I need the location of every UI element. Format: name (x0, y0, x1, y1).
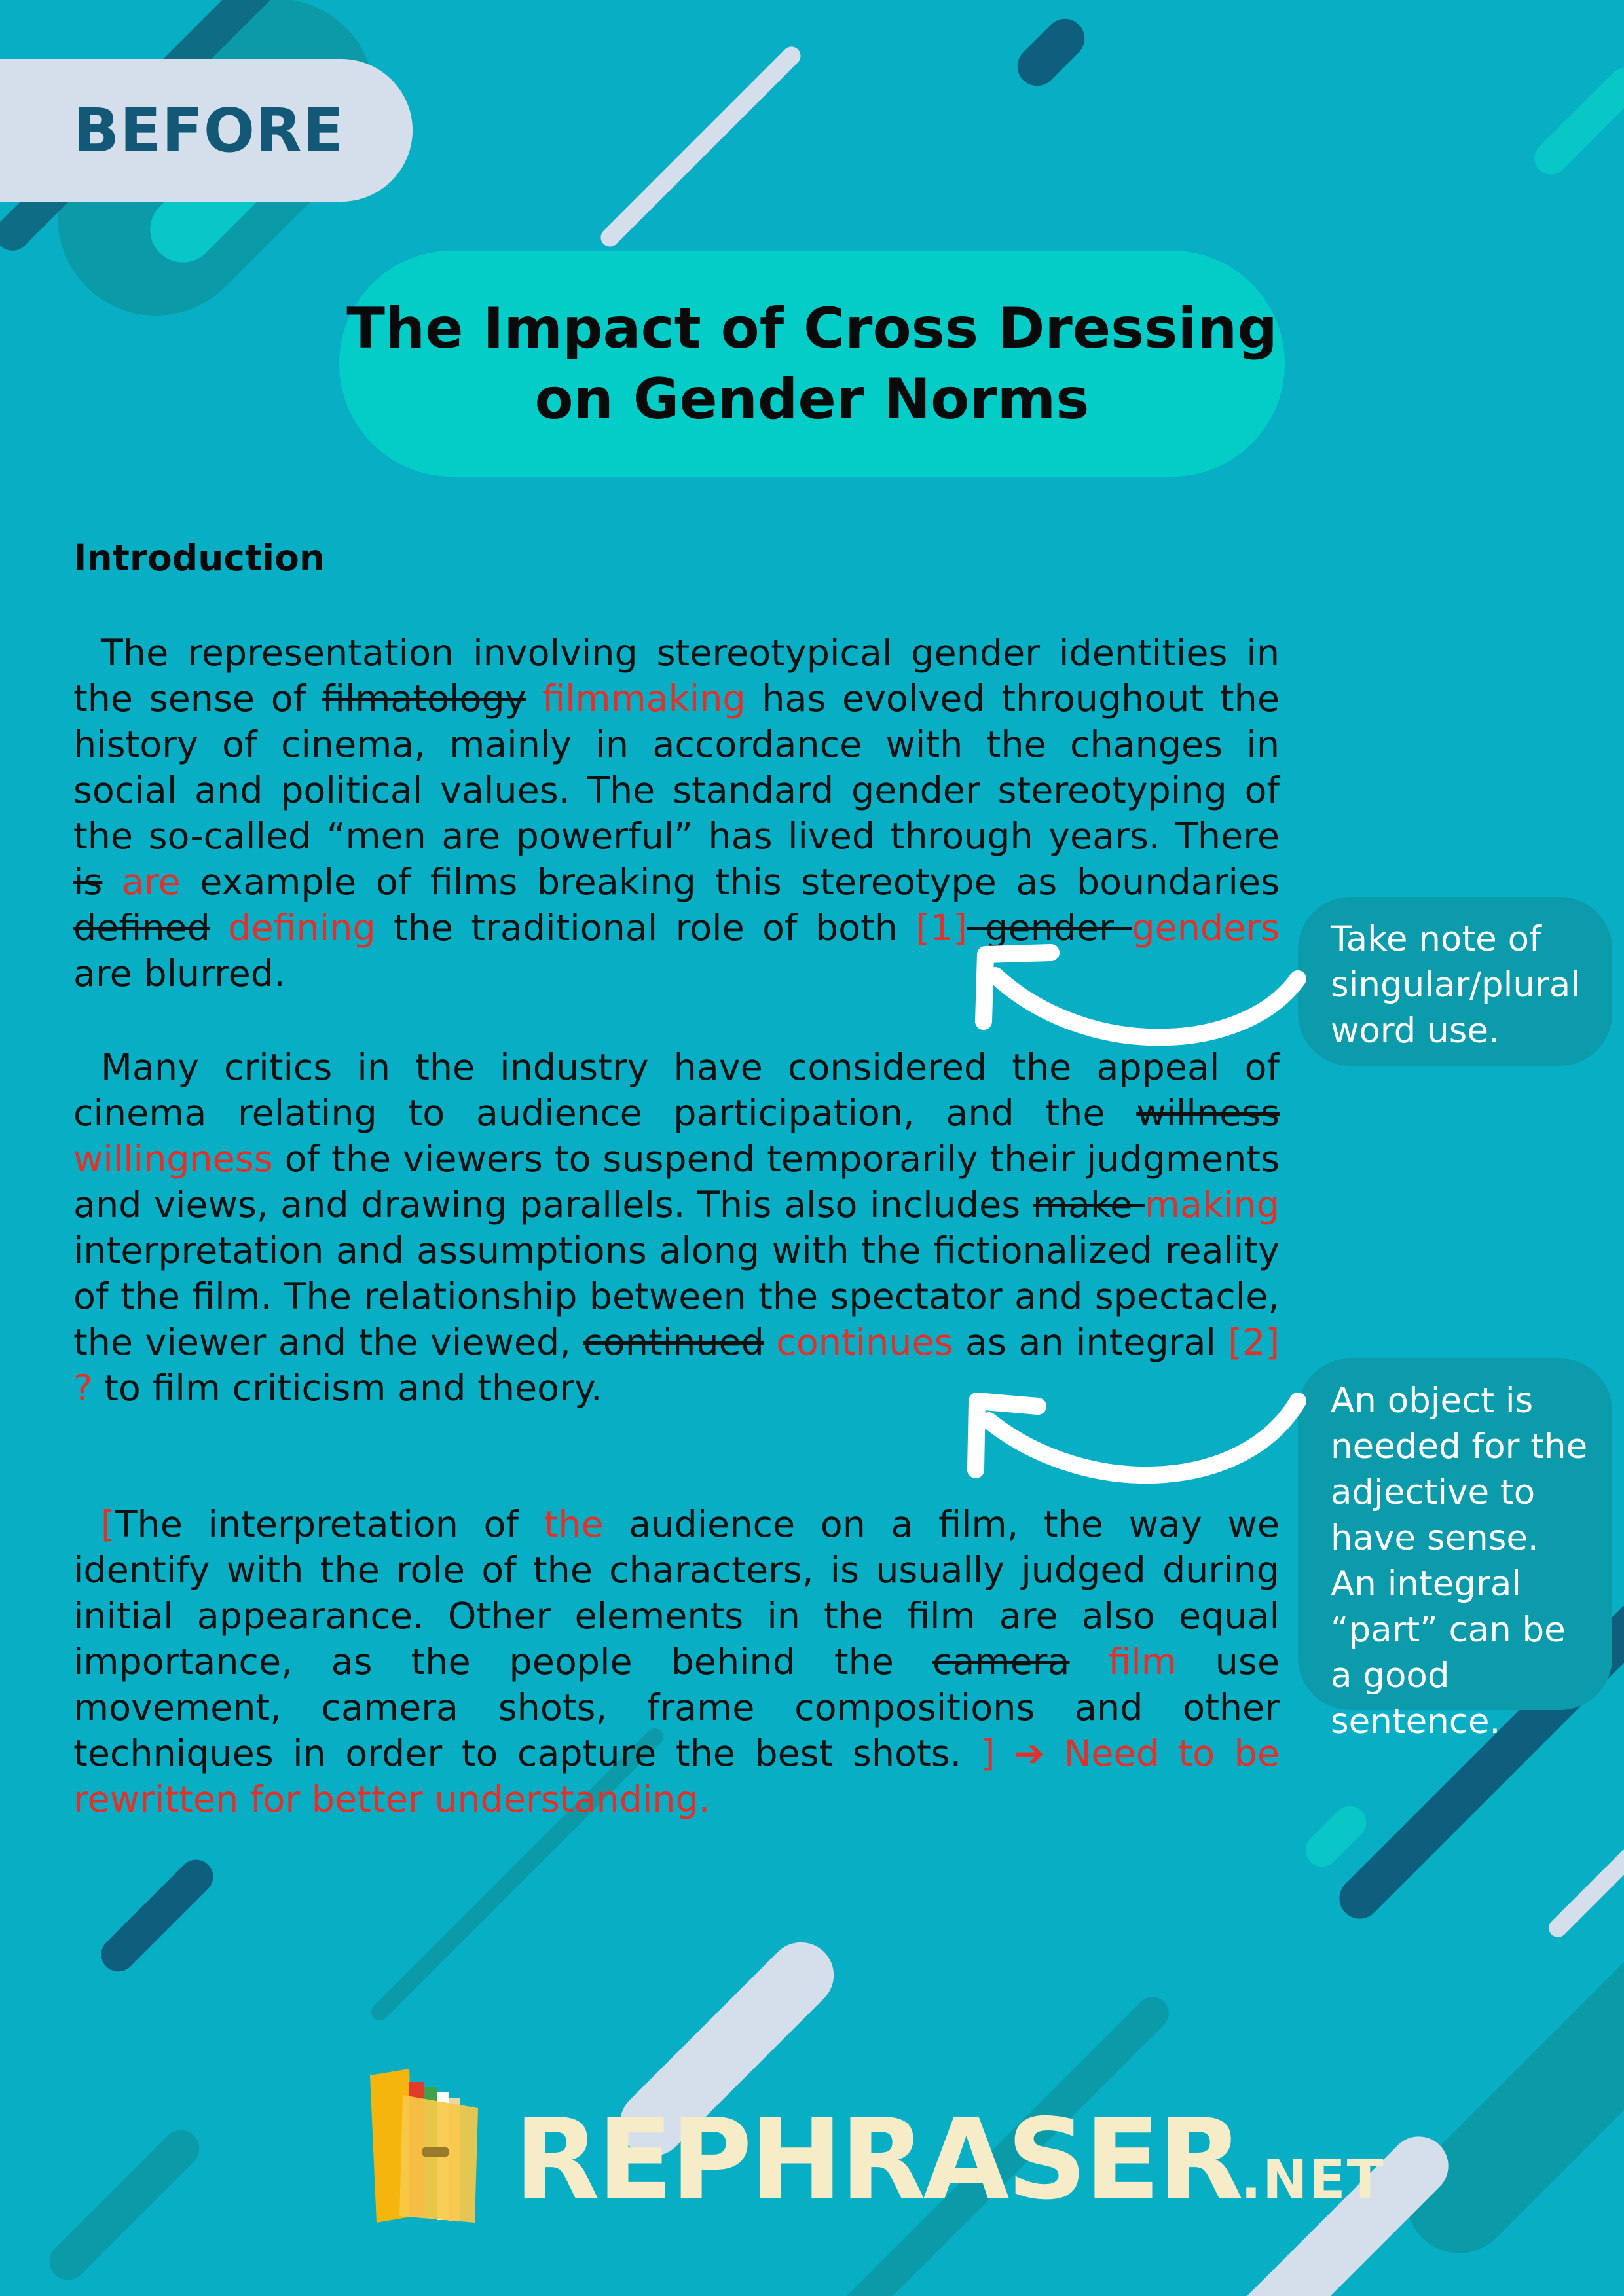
note-2-text: An object is needed for the adjective to have sense. An integral “part” can be a good sentence. (1331, 1381, 1588, 1741)
p2-text-2: of the viewers to suspend temporarily their judgments and views, and drawing parallels. This also includes (73, 1138, 1280, 1226)
p1-marker-1: [1] (915, 907, 967, 949)
p3-rewrite-note: ] ➔ Need to be rewritten for better understanding. (73, 1732, 1280, 1821)
p1-insertion-2: are (102, 861, 181, 903)
p1-insertion-4: genders (1132, 907, 1280, 949)
p2-marker-2: [2] ? (73, 1321, 1280, 1410)
p1-deletion-2: is (73, 861, 103, 903)
rephraser-logo (363, 2069, 1385, 2226)
logo-main-text: REPHRASER (514, 2095, 1241, 2225)
title-line-2: on Gender Norms (534, 366, 1090, 432)
p2-text-1: Many critics in the industry have considered the appeal of cinema relating to audience participation, and the (73, 1046, 1280, 1135)
p1-deletion-1: filmatology (322, 678, 526, 720)
logo-tld-text: .NET (1240, 2149, 1385, 2211)
p3-open-bracket: [ (101, 1503, 115, 1546)
p3-text-1: The interpretation of (115, 1503, 544, 1546)
p2-insertion-2: making (1144, 1184, 1280, 1226)
p1-text-1: The representation involving stereotypical gender identities in the sense of (73, 632, 1280, 720)
folder-icon (363, 2069, 507, 2226)
p2-text-4: as an integral (953, 1321, 1228, 1364)
note-1-text: Take note of singular/plural word use. (1331, 919, 1580, 1051)
section-heading-introduction: Introduction (73, 537, 325, 579)
curved-arrow-icon-1 (995, 975, 1298, 1037)
p3-deletion-1: camera (932, 1641, 1070, 1683)
p1-deletion-4: gender (967, 907, 1132, 949)
p2-deletion-3: continued (583, 1321, 764, 1364)
p1-insertion-3: defining (210, 907, 376, 949)
p3-insertion-2: film (1069, 1641, 1177, 1683)
title-line-1: The Impact of Cross Dressing (346, 295, 1278, 361)
p1-insertion-1: filmmaking (526, 678, 746, 720)
before-label: BEFORE (73, 95, 344, 166)
p1-deletion-3: defined (73, 907, 210, 949)
p2-text-3: interpretation and assumptions along with the fictionalized reality of the film. The relationship between the spectator and spectacle, the viewer and the viewed, (73, 1230, 1280, 1364)
p3-insertion-1: the (544, 1503, 604, 1546)
p3-text-3: use movement, camera shots, frame compositions and other techniques in order to capture the best shots. (73, 1641, 1280, 1775)
p3-text-2: audience on a film, the way we identify with the role of the characters, is usually judged during initial appearance. Other elements in the film are also equal importance, as the people behind the (73, 1503, 1280, 1683)
p2-deletion-2: make (1032, 1184, 1145, 1226)
p2-insertion-3: continues (764, 1321, 953, 1364)
p2-deletion-1: willness (1136, 1092, 1280, 1135)
p2-insertion-1: willingness (73, 1138, 273, 1180)
logo-wordmark (514, 2095, 1385, 2225)
p2-text-5: to film criticism and theory. (92, 1367, 602, 1410)
p1-text-5: are blurred. (73, 953, 286, 995)
p1-text-3: example of films breaking this stereotype as boundaries (180, 861, 1280, 903)
p1-text-4: the traditional role of both (375, 907, 916, 949)
p1-text-2: has evolved throughout the history of cinema, mainly in accordance with the changes in social and political values. The standard gender stereotyping of the so-called “men are powerful” has lived through years. There (73, 678, 1280, 858)
